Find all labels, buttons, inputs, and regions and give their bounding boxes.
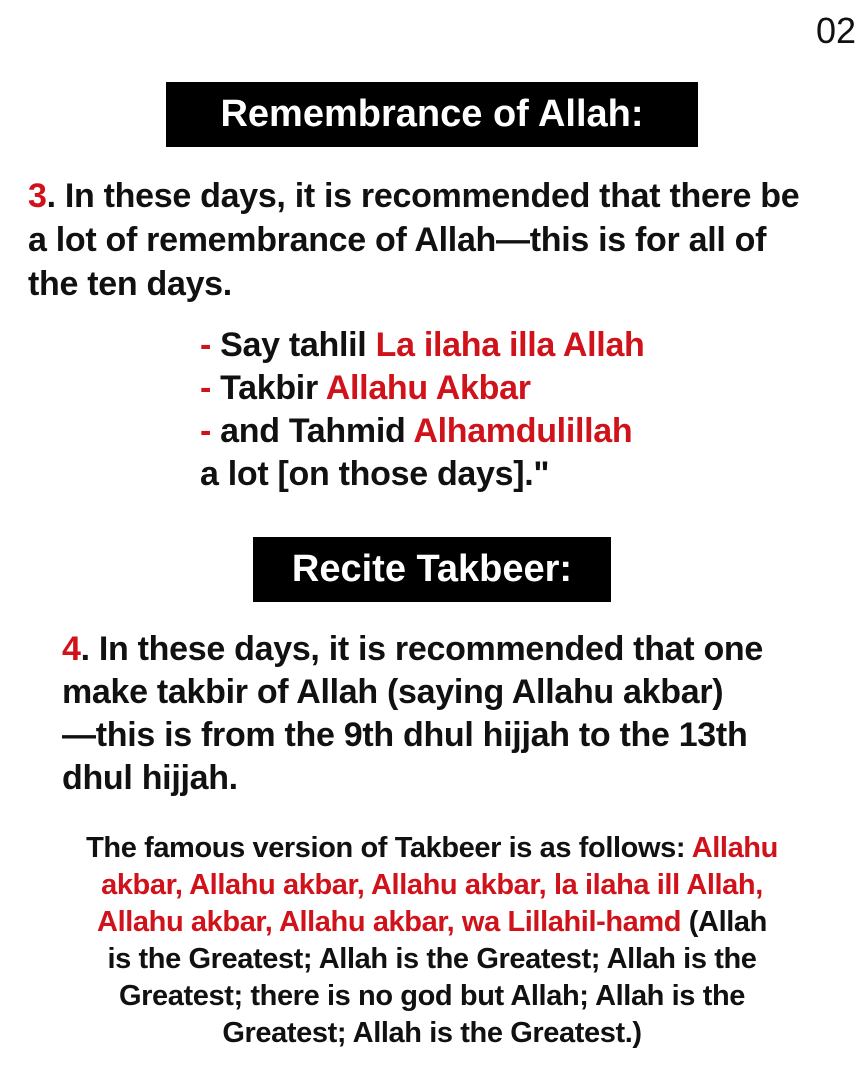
- list-dash: -: [200, 412, 221, 450]
- list-item: [200, 324, 840, 367]
- takbeer-line: [40, 978, 824, 1015]
- takbeer-line: [40, 867, 824, 904]
- point-number: 3: [28, 177, 47, 215]
- takbeer-line: [40, 1015, 824, 1052]
- takbeer-text: (Allah: [681, 906, 767, 938]
- takbeer-text: The famous version of Takbeer is as follows:: [86, 832, 692, 864]
- takbeer-text: Allahu akbar, Allahu akbar, wa Lillahil-hamd: [97, 906, 682, 938]
- list-item: [200, 367, 840, 410]
- point-number: 4: [62, 630, 81, 668]
- list-label: Say tahlil: [220, 326, 376, 364]
- takbeer-version-paragraph: [40, 830, 824, 1052]
- takbeer-line: [40, 830, 824, 867]
- point-4-line-4: dhul hijjah.: [62, 759, 238, 797]
- list-label: and Tahmid: [220, 412, 414, 450]
- list-dash: -: [200, 369, 221, 407]
- dhikr-list: [200, 324, 840, 496]
- point-3-paragraph: [28, 174, 848, 306]
- point-4-line-1: [62, 628, 842, 671]
- point-3-line-1: [28, 174, 848, 218]
- list-phrase: Allahu Akbar: [325, 369, 531, 407]
- point-3-line-2: a lot of remembrance of Allah—this is for all of: [28, 221, 767, 259]
- takbeer-text: is the Greatest; Allah is the Greatest; Allah is the: [107, 943, 757, 975]
- list-item: [200, 410, 840, 453]
- list-phrase: Alhamdulillah: [413, 412, 633, 450]
- list-phrase: La ilaha illa Allah: [375, 326, 645, 364]
- list-label: Takbir: [220, 369, 326, 407]
- takbeer-text: Greatest; Allah is the Greatest.): [222, 1017, 642, 1049]
- takbeer-text: Greatest; there is no god but Allah; Allah is the: [119, 980, 745, 1012]
- point-4-paragraph: [62, 628, 842, 800]
- page-number: 02: [815, 10, 856, 51]
- section-heading-takbeer: Recite Takbeer:: [253, 537, 611, 602]
- section-heading-remembrance: Remembrance of Allah:: [166, 82, 698, 147]
- takbeer-text: akbar, Allahu akbar, Allahu akbar, la ilaha ill Allah,: [101, 869, 763, 901]
- point-4-line-2: make takbir of Allah (saying Allahu akbar): [62, 673, 724, 711]
- takbeer-line: [40, 941, 824, 978]
- point-text: . In these days, it is recommended that one: [80, 630, 763, 668]
- list-dash: -: [200, 326, 221, 364]
- takbeer-line: [40, 904, 824, 941]
- list-closing: a lot [on those days].": [200, 455, 550, 493]
- point-3-line-3: the ten days.: [28, 265, 232, 303]
- takbeer-text: Allahu: [691, 832, 778, 864]
- point-4-line-3: —this is from the 9th dhul hijjah to the 13th: [62, 716, 748, 754]
- point-text: . In these days, it is recommended that there be: [46, 177, 800, 215]
